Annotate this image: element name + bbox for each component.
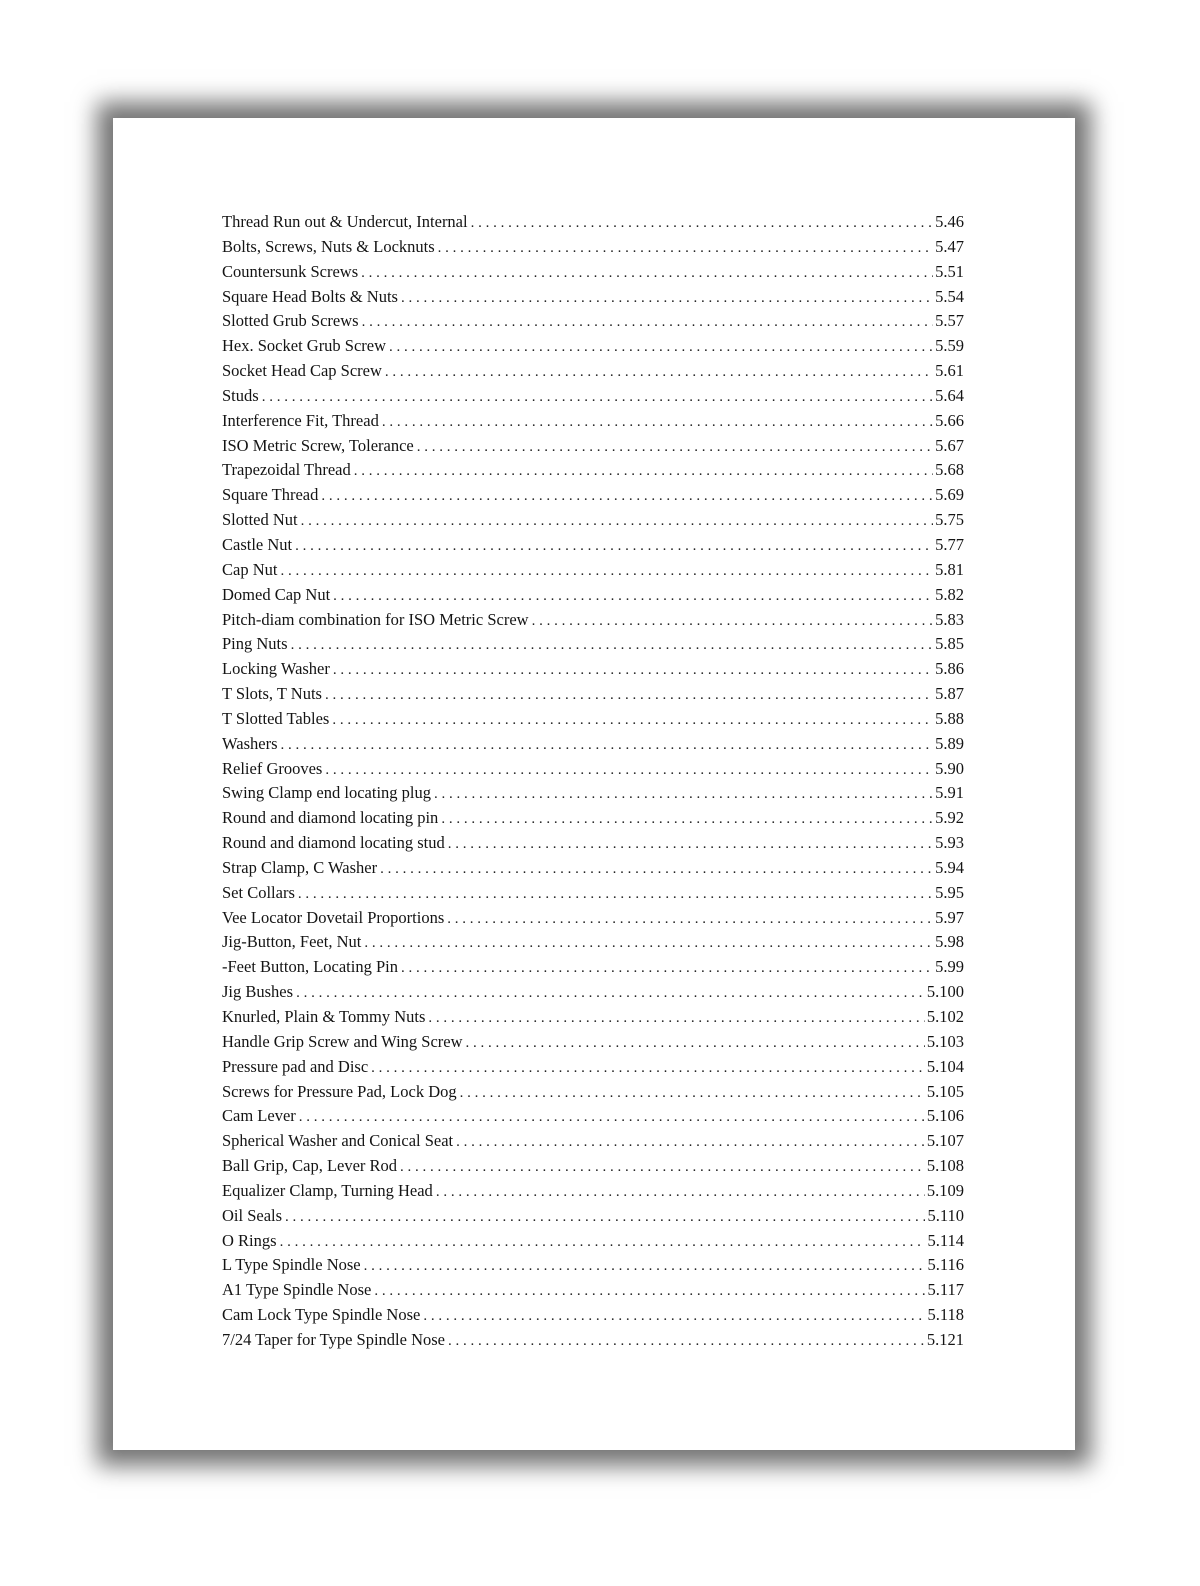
- toc-entry-page-number: 5.51: [935, 261, 964, 281]
- toc-entry-title: Handle Grip Screw and Wing Screw: [222, 1031, 463, 1051]
- toc-entry: [222, 883, 964, 908]
- toc-entry-title: Cap Nut: [222, 559, 278, 579]
- dot-leader: [374, 1283, 925, 1300]
- toc-entry-title: Interference Fit, Thread: [222, 410, 379, 430]
- toc-entry: [222, 982, 964, 1007]
- toc-entry-title: Bolts, Screws, Nuts & Locknuts: [222, 236, 435, 256]
- dot-leader: [354, 463, 933, 480]
- toc-entry-page-number: 5.104: [926, 1056, 964, 1076]
- dot-leader: [325, 762, 933, 779]
- toc-entry: [222, 560, 964, 585]
- dot-leader: [321, 488, 933, 505]
- toc-entry-title: Square Head Bolts & Nuts: [222, 286, 398, 306]
- toc-entry: [222, 1156, 964, 1181]
- toc-entry-title: Swing Clamp end locating plug: [222, 783, 431, 803]
- dot-leader: [434, 786, 933, 803]
- toc-entry-title: Round and diamond locating pin: [222, 808, 439, 828]
- toc-entry: [222, 908, 964, 933]
- toc-entry-title: Square Thread: [222, 485, 319, 505]
- toc-entry-page-number: 5.91: [935, 783, 964, 803]
- dot-leader: [428, 1010, 924, 1027]
- toc-entry-title: Pressure pad and Disc: [222, 1056, 369, 1076]
- dot-leader: [371, 1060, 925, 1077]
- toc-entry: [222, 535, 964, 560]
- toc-entry-page-number: 5.81: [935, 559, 964, 579]
- toc-entry-page-number: 5.116: [927, 1255, 964, 1275]
- toc-entry: [222, 1305, 964, 1330]
- dot-leader: [401, 290, 933, 307]
- toc-entry: [222, 386, 964, 411]
- dot-leader: [299, 1109, 925, 1126]
- dot-leader: [280, 563, 933, 580]
- toc-entry: [222, 1181, 964, 1206]
- toc-entry: [222, 1255, 964, 1280]
- toc-entry-page-number: 5.95: [935, 882, 964, 902]
- toc-entry-title: Thread Run out & Undercut, Internal: [222, 212, 468, 231]
- toc-entry-title: Ball Grip, Cap, Lever Rod: [222, 1156, 398, 1176]
- dot-leader: [280, 1234, 926, 1251]
- toc-entry-title: Trapezoidal Thread: [222, 460, 351, 480]
- toc-entry: [222, 1206, 964, 1231]
- toc-entry-page-number: 5.86: [935, 659, 964, 679]
- toc-entry: [222, 684, 964, 709]
- toc-entry: [222, 287, 964, 312]
- toc-entry-page-number: 5.109: [926, 1180, 964, 1200]
- toc-entry-title: Countersunk Screws: [222, 261, 359, 281]
- toc-entry: [222, 1231, 964, 1256]
- toc-entry-page-number: 5.110: [927, 1205, 964, 1225]
- dot-leader: [364, 1258, 926, 1275]
- dot-leader: [262, 389, 933, 406]
- toc-entry: [222, 833, 964, 858]
- dot-leader: [296, 985, 925, 1002]
- dot-leader: [400, 1159, 925, 1176]
- toc-entry-title: T Slots, T Nuts: [222, 684, 322, 704]
- toc-entry-page-number: 5.107: [926, 1131, 964, 1151]
- toc-entry-title: Screws for Pressure Pad, Lock Dog: [222, 1081, 457, 1101]
- dot-leader: [281, 737, 934, 754]
- toc-entry-page-number: 5.54: [935, 286, 964, 306]
- toc-entry: [222, 759, 964, 784]
- toc-entry-title: Vee Locator Dovetail Proportions: [222, 907, 445, 927]
- toc-entry-page-number: 5.82: [935, 584, 964, 604]
- toc-entry: [222, 659, 964, 684]
- toc-entry: [222, 610, 964, 635]
- toc-entry-page-number: 5.88: [935, 708, 964, 728]
- dot-leader: [291, 637, 934, 654]
- toc-entry-page-number: 5.75: [935, 510, 964, 530]
- toc-entry-title: Strap Clamp, C Washer: [222, 857, 378, 877]
- toc-entry: [222, 510, 964, 535]
- toc-entry-page-number: 5.47: [935, 236, 964, 256]
- dot-leader: [362, 314, 934, 331]
- dot-leader: [471, 215, 934, 232]
- dot-leader: [298, 886, 933, 903]
- toc-entry: [222, 311, 964, 336]
- toc-entry-page-number: 5.92: [935, 808, 964, 828]
- toc-entry-title: Studs: [222, 385, 259, 405]
- toc-entry: [222, 734, 964, 759]
- toc-entry-title: Knurled, Plain & Tommy Nuts: [222, 1007, 426, 1026]
- toc-entry-page-number: 5.69: [935, 485, 964, 505]
- toc-entry-title: Cam Lock Type Spindle Nose: [222, 1305, 421, 1325]
- toc-entry-page-number: 5.83: [935, 609, 964, 629]
- toc-entry-page-number: 5.114: [927, 1230, 964, 1250]
- toc-entry-page-number: 5.102: [926, 1007, 964, 1026]
- toc-entry-page-number: 5.85: [935, 634, 964, 654]
- toc-entry-page-number: 5.100: [926, 982, 964, 1002]
- toc-entry-page-number: 5.121: [926, 1329, 964, 1349]
- dot-leader: [361, 265, 933, 282]
- toc-entry-title: Jig-Button, Feet, Nut: [222, 932, 362, 952]
- toc-entry: [222, 436, 964, 461]
- toc-entry: [222, 783, 964, 808]
- toc-entry-page-number: 5.67: [935, 435, 964, 455]
- dot-leader: [333, 662, 933, 679]
- toc-entry: [222, 1057, 964, 1082]
- table-of-contents: [222, 212, 964, 1355]
- toc-entry-title: Slotted Nut: [222, 510, 298, 530]
- dot-leader: [295, 538, 933, 555]
- toc-entry-title: Equalizer Clamp, Turning Head: [222, 1180, 433, 1200]
- toc-entry: [222, 1131, 964, 1156]
- toc-entry-page-number: 5.94: [935, 857, 964, 877]
- toc-entry-page-number: 5.68: [935, 460, 964, 480]
- toc-entry-title: L Type Spindle Nose: [222, 1255, 361, 1275]
- dot-leader: [401, 960, 933, 977]
- toc-entry-page-number: 5.59: [935, 336, 964, 356]
- toc-entry-title: Socket Head Cap Screw: [222, 361, 382, 381]
- dot-leader: [385, 364, 933, 381]
- toc-entry-page-number: 5.87: [935, 684, 964, 704]
- toc-entry-title: 7/24 Taper for Type Spindle Nose: [222, 1329, 445, 1349]
- toc-entry: [222, 1280, 964, 1305]
- toc-entry-page-number: 5.90: [935, 758, 964, 778]
- toc-entry: [222, 1032, 964, 1057]
- toc-entry-title: Oil Seals: [222, 1205, 283, 1225]
- toc-entry-title: Hex. Socket Grub Screw: [222, 336, 387, 356]
- toc-entry-page-number: 5.46: [935, 212, 964, 231]
- toc-entry-page-number: 5.64: [935, 385, 964, 405]
- dot-leader: [448, 1333, 925, 1350]
- toc-entry-page-number: 5.103: [926, 1031, 964, 1051]
- toc-entry: [222, 212, 964, 237]
- toc-entry: [222, 709, 964, 734]
- toc-entry: [222, 858, 964, 883]
- toc-entry-title: Pitch-diam combination for ISO Metric Screw: [222, 609, 529, 629]
- toc-entry-title: Domed Cap Nut: [222, 584, 331, 604]
- toc-entry: [222, 485, 964, 510]
- toc-entry-title: Set Collars: [222, 882, 295, 902]
- toc-entry: [222, 411, 964, 436]
- dot-leader: [364, 935, 933, 952]
- toc-entry: [222, 336, 964, 361]
- toc-entry: [222, 262, 964, 287]
- toc-entry-title: Round and diamond locating stud: [222, 833, 445, 853]
- toc-entry: [222, 932, 964, 957]
- dot-leader: [466, 1035, 925, 1052]
- dot-leader: [285, 1209, 925, 1226]
- toc-entry-title: Washers: [222, 733, 278, 753]
- dot-leader: [380, 861, 933, 878]
- dot-leader: [460, 1085, 925, 1102]
- toc-entry-page-number: 5.108: [926, 1156, 964, 1176]
- dot-leader: [301, 513, 933, 530]
- toc-entry-title: Slotted Grub Screws: [222, 311, 359, 331]
- toc-entry-title: T Slotted Tables: [222, 708, 330, 728]
- toc-entry-title: -Feet Button, Locating Pin: [222, 957, 398, 977]
- toc-entry: [222, 1082, 964, 1107]
- document-page: [113, 118, 1075, 1450]
- toc-entry: [222, 1330, 964, 1355]
- toc-entry-page-number: 5.97: [935, 907, 964, 927]
- toc-entry-page-number: 5.118: [927, 1305, 964, 1325]
- dot-leader: [417, 439, 933, 456]
- toc-entry: [222, 957, 964, 982]
- dot-leader: [382, 414, 933, 431]
- toc-entry: [222, 808, 964, 833]
- dot-leader: [441, 811, 933, 828]
- toc-entry-title: ISO Metric Screw, Tolerance: [222, 435, 414, 455]
- toc-entry: [222, 1106, 964, 1131]
- toc-entry-page-number: 5.99: [935, 957, 964, 977]
- toc-entry-title: Locking Washer: [222, 659, 330, 679]
- dot-leader: [333, 588, 933, 605]
- toc-entry-page-number: 5.89: [935, 733, 964, 753]
- toc-entry: [222, 361, 964, 386]
- toc-entry-page-number: 5.57: [935, 311, 964, 331]
- dot-leader: [456, 1134, 925, 1151]
- toc-entry-page-number: 5.106: [926, 1106, 964, 1126]
- toc-entry-title: Spherical Washer and Conical Seat: [222, 1131, 454, 1151]
- toc-entry-page-number: 5.105: [926, 1081, 964, 1101]
- toc-entry: [222, 237, 964, 262]
- dot-leader: [448, 836, 933, 853]
- toc-entry-page-number: 5.117: [927, 1280, 964, 1300]
- toc-entry: [222, 634, 964, 659]
- toc-entry: [222, 1007, 964, 1032]
- toc-entry-page-number: 5.66: [935, 410, 964, 430]
- dot-leader: [423, 1308, 925, 1325]
- dot-leader: [532, 613, 934, 630]
- toc-entry: [222, 585, 964, 610]
- toc-entry-page-number: 5.61: [935, 361, 964, 381]
- toc-entry-title: A1 Type Spindle Nose: [222, 1280, 372, 1300]
- dot-leader: [325, 687, 933, 704]
- dot-leader: [438, 240, 933, 257]
- toc-entry-page-number: 5.98: [935, 932, 964, 952]
- toc-entry-title: Cam Lever: [222, 1106, 296, 1126]
- dot-leader: [436, 1184, 925, 1201]
- toc-entry-title: Castle Nut: [222, 534, 293, 554]
- toc-entry-title: Ping Nuts: [222, 634, 288, 654]
- toc-entry-title: O Rings: [222, 1230, 277, 1250]
- dot-leader: [447, 911, 933, 928]
- dot-leader: [332, 712, 933, 729]
- toc-entry: [222, 460, 964, 485]
- toc-entry-title: Relief Grooves: [222, 758, 323, 778]
- toc-entry-page-number: 5.93: [935, 833, 964, 853]
- toc-entry-title: Jig Bushes: [222, 982, 294, 1002]
- toc-entry-page-number: 5.77: [935, 534, 964, 554]
- dot-leader: [389, 339, 933, 356]
